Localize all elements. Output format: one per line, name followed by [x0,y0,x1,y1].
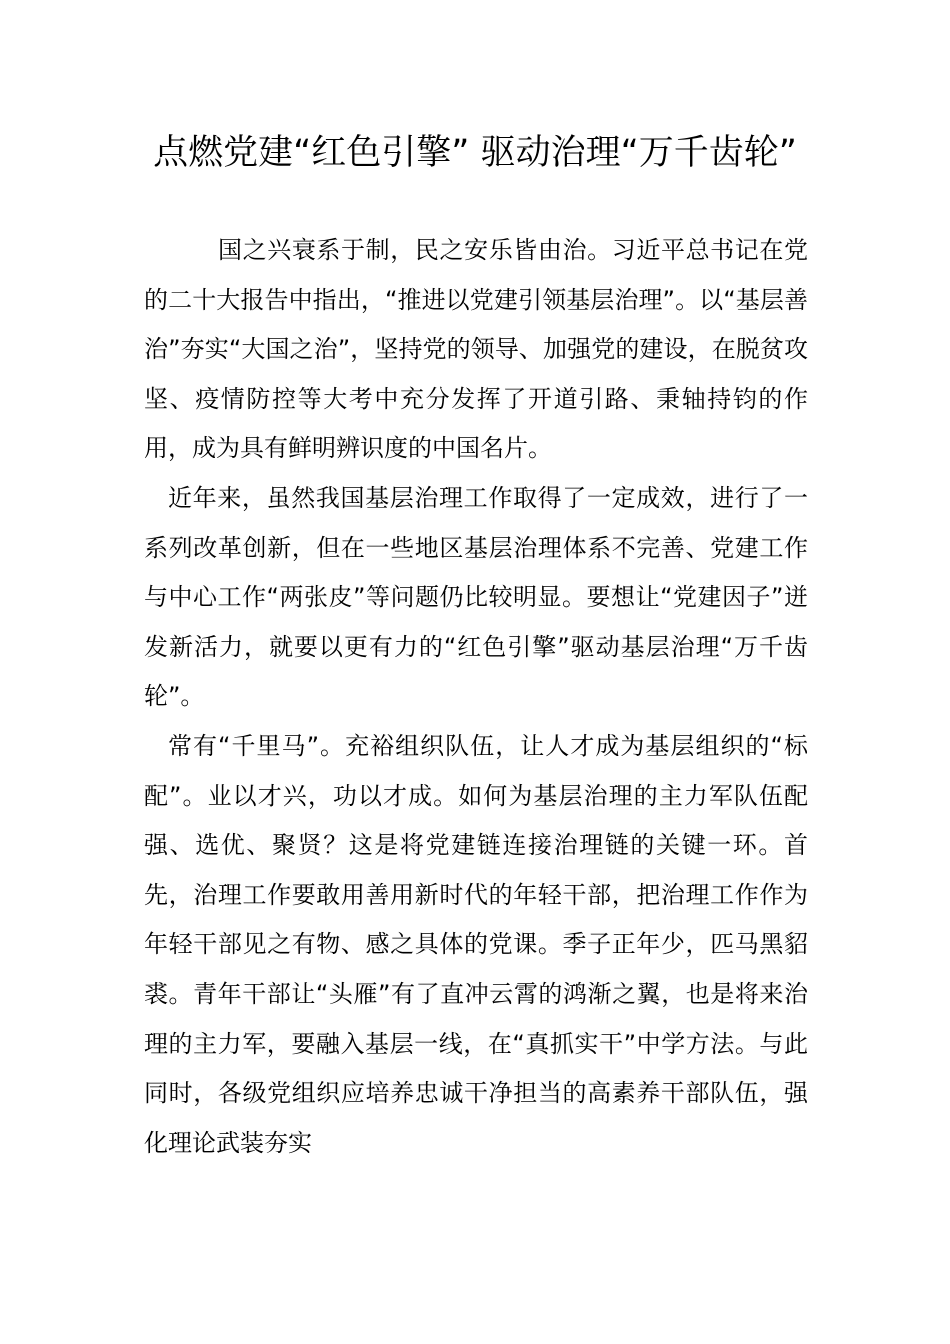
paragraph-talent: 常有“千里马”。充裕组织队伍，让人才成为基层组织的“标配”。业以才兴，功以才成。如何为基层治理的主力军队伍配强、选优、聚贤？这是将党建链连接治理链的关键一环。首先，治理工作要敢用善用新时代的年轻干部，把治理工作作为年轻干部见之有物、感之具体的党课。季子正年少，匹马黑貂裘。青年干部让“头雁”有了直冲云霄的鸿渐之翼，也是将来治理的主力军，要融入基层一线，在“真抓实干”中学方法。与此同时，各级党组织应培养忠诚干净担当的高素养干部队伍，强化理论武装夯实 [144,731,808,1157]
paragraph-intro: 国之兴衰系于制，民之安乐皆由治。习近平总书记在党的二十大报告中指出，“推进以党建引领基层治理”。以“基层善治”夯实“大国之治”，坚持党的领导、加强党的建设，在脱贫攻坚、疫情防控等大考中充分发挥了开道引路、秉轴持钧的作用，成为具有鲜明辨识度的中国名片。 [144,236,808,463]
document-body [144,226,808,1168]
document-title: 点燃党建“红色引擎” 驱动治理“万千齿轮” [153,133,797,173]
paragraph-recent-years: 近年来，虽然我国基层治理工作取得了一定成效，进行了一系列改革创新，但在一些地区基层治理体系不完善、党建工作与中心工作“两张皮”等问题仍比较明显。要想让“党建因子”迸发新活力，就要以更有力的“红色引擎”驱动基层治理“万千齿轮”。 [144,483,808,711]
